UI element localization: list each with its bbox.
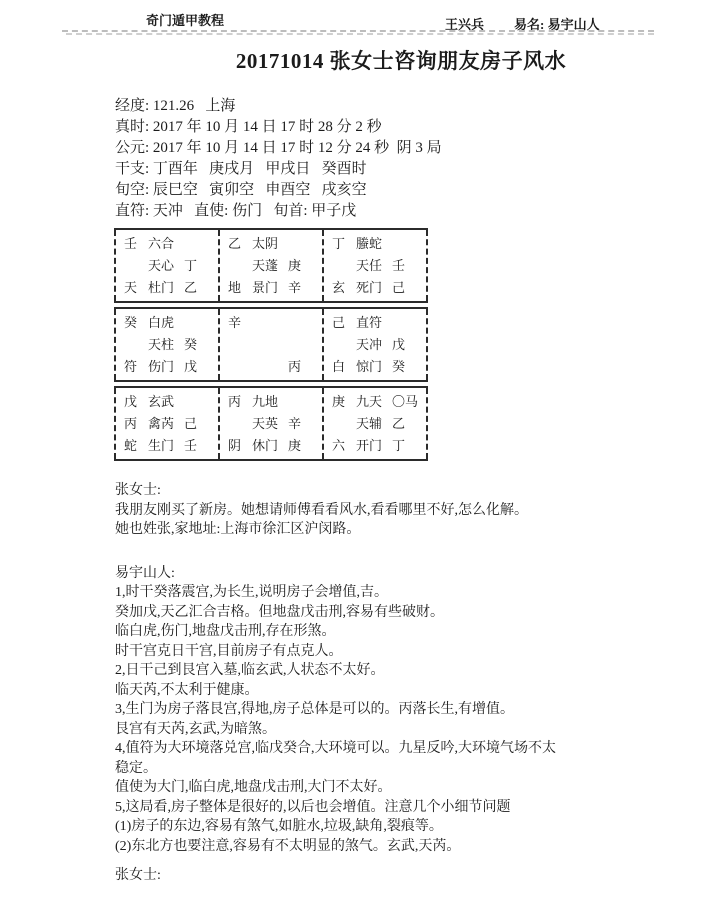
analysis-line: (1)房子的东边,容易有煞气,如脏水,垃圾,缺角,裂痕等。 — [115, 819, 443, 834]
god-name: 太阴 — [252, 236, 279, 251]
cell-corner-mark: 六 — [332, 438, 346, 453]
qimen-grid-row-bottom — [114, 386, 428, 461]
star-name: 天辅 — [356, 416, 383, 431]
analysis-line: 值使为大门,临白虎,地盘戊击刑,大门不太好。 — [115, 780, 392, 795]
qimen-cell-qian — [322, 388, 428, 459]
door-name — [252, 356, 288, 378]
star-stem: 壬 — [392, 258, 406, 273]
analysis-line: 4,值符为大环境落兑宫,临戊癸合,大环境可以。九星反吟,大环境气场不太 — [115, 741, 556, 756]
star-stem — [288, 334, 320, 356]
analysis-line: 艮宫有天芮,玄武,为暗煞。 — [115, 721, 276, 737]
qimen-cell-kan — [218, 388, 322, 459]
master-label: 易宇山人: — [115, 565, 175, 581]
cell-stem-top: 癸 — [124, 315, 138, 330]
analysis-line: 2,日干己到艮宫入墓,临玄武,人状态不太好。 — [115, 663, 385, 678]
cell-stem-top: 乙 — [228, 236, 242, 251]
cell-stem-top: 丁 — [332, 236, 346, 251]
cell-corner-mark: 白 — [332, 359, 346, 374]
door-stem: 庚 — [288, 438, 302, 453]
door-name: 死门 — [356, 280, 383, 295]
cell-extra — [288, 312, 320, 334]
analysis-line: 1,时干癸落震宫,为长生,说明房子会增值,吉。 — [115, 585, 388, 600]
cell-corner-mark: 蛇 — [124, 438, 138, 453]
client-line: 我朋友刚买了新房。她想请师傅看看风水,看看哪里不好,怎么化解。 — [115, 502, 528, 518]
cell-extra — [288, 391, 320, 413]
analysis-line: 临天芮,不太利于健康。 — [115, 682, 259, 698]
cell-left-mid — [228, 413, 252, 435]
analysis-line: 稳定。 — [115, 760, 157, 776]
cell-extra — [184, 391, 216, 413]
info-line-zhifu: 直符: 天冲 直使: 伤门 旬首: 甲子戊 — [115, 203, 357, 219]
qimen-grid-row-top — [114, 228, 428, 303]
analysis-line: 癸加戊,天乙汇合吉格。但地盘戊击刑,容易有些破财。 — [115, 604, 444, 620]
page-title: 20171014 张女士咨询朋友房子风水 — [235, 49, 567, 73]
info-line-ganzhi: 干支: 丁酉年 庚戌月 甲戌日 癸酉时 — [115, 161, 367, 177]
consultation-text — [115, 481, 706, 886]
star-stem: 乙 — [392, 416, 406, 431]
star-stem: 癸 — [184, 337, 198, 352]
door-name: 生门 — [148, 438, 175, 453]
door-stem: 壬 — [184, 438, 198, 453]
analysis-line: (2)东北方也要注意,容易有不太明显的煞气。玄武,天芮。 — [115, 838, 461, 854]
cell-left-mid — [124, 334, 148, 356]
cell-left-mid — [332, 334, 356, 356]
star-name: 天心 — [148, 258, 175, 273]
star-stem: 庚 — [288, 258, 302, 273]
header-wavy-underline — [62, 30, 654, 35]
cell-left-mid: 丙 — [124, 416, 138, 431]
god-name: 直符 — [356, 315, 383, 330]
door-stem: 乙 — [184, 280, 198, 295]
cell-corner-mark: 天 — [124, 280, 138, 295]
star-name: 天柱 — [148, 337, 175, 352]
door-stem: 辛 — [288, 280, 302, 295]
qimen-cell-zhen — [114, 309, 218, 380]
door-name: 开门 — [356, 438, 383, 453]
god-name: 白虎 — [148, 315, 175, 330]
analysis-line: 5,这局看,房子整体是很好的,以后也会增值。注意几个小细节问题 — [115, 799, 511, 815]
cell-left-mid — [228, 255, 252, 277]
door-stem: 丁 — [392, 438, 406, 453]
cell-left-mid — [332, 413, 356, 435]
god-name: 九地 — [252, 394, 279, 409]
info-line-gregorian: 公元: 2017 年 10 月 14 日 17 时 12 分 24 秒 阴 3 局 — [115, 140, 442, 156]
cell-left-mid — [124, 255, 148, 277]
cell-corner-mark: 玄 — [332, 280, 346, 295]
door-name: 杜门 — [148, 280, 175, 295]
cell-stem-top: 戊 — [124, 394, 138, 409]
client-line: 她也姓张,家地址:上海市徐汇区沪闵路。 — [115, 522, 361, 537]
door-name: 景门 — [252, 280, 279, 295]
client-label: 张女士: — [115, 483, 161, 498]
header-course-title: 奇门遁甲教程 — [146, 13, 225, 28]
analysis-line: 时干宫克日干宫,目前房子有点克人。 — [115, 643, 343, 659]
cell-extra — [392, 233, 424, 255]
door-stem: 己 — [392, 280, 406, 295]
cell-corner-mark — [228, 356, 252, 378]
info-line-true-time: 真时: 2017 年 10 月 14 日 17 时 28 分 2 秒 — [115, 119, 382, 135]
star-name: 禽芮 — [148, 416, 175, 431]
star-stem: 己 — [184, 416, 198, 431]
star-name: 天冲 — [356, 337, 383, 352]
qimen-cell-kun — [322, 230, 428, 301]
qimen-cell-gen — [114, 388, 218, 459]
cell-stem-top: 丙 — [228, 394, 242, 409]
cell-left-mid — [228, 334, 252, 356]
qimen-cell-center — [218, 309, 322, 380]
cell-corner-mark: 阴 — [228, 438, 242, 453]
qimen-cell-xun — [114, 230, 218, 301]
star-name: 天蓬 — [252, 258, 279, 273]
door-stem: 戊 — [184, 359, 198, 374]
author-name: 王兴兵 — [445, 17, 485, 32]
god-name — [252, 312, 288, 334]
star-name: 天任 — [356, 258, 383, 273]
analysis-line: 3,生门为房子落艮宫,得地,房子总体是可以的。丙落长生,有增值。 — [115, 702, 514, 717]
door-name: 休门 — [252, 438, 279, 453]
god-name: 玄武 — [148, 394, 175, 409]
qimen-cell-li — [218, 230, 322, 301]
cell-corner-mark: 地 — [228, 280, 242, 295]
author-alias: 易名: 易宇山人 — [514, 17, 600, 32]
star-stem: 戊 — [392, 337, 406, 352]
info-line-xunkong: 旬空: 辰巳空 寅卯空 申酉空 戌亥空 — [115, 182, 367, 198]
cell-corner-mark: 符 — [124, 359, 138, 374]
god-name: 六合 — [148, 236, 175, 251]
star-stem: 辛 — [288, 416, 302, 431]
closing-client-label: 张女士: — [115, 868, 161, 883]
door-stem: 癸 — [392, 359, 406, 374]
cell-extra — [392, 312, 424, 334]
door-name: 惊门 — [356, 359, 383, 374]
cell-extra — [184, 233, 216, 255]
qimen-grid-row-middle — [114, 307, 428, 382]
cell-stem-top: 壬 — [124, 236, 138, 251]
god-name: 螣蛇 — [356, 236, 383, 251]
star-name — [252, 334, 288, 356]
qimen-grid — [114, 228, 428, 461]
star-stem: 丁 — [184, 258, 198, 273]
cell-extra — [184, 312, 216, 334]
qimen-cell-dui — [322, 309, 428, 380]
info-line-longitude: 经度: 121.26 上海 — [115, 98, 236, 114]
door-name: 伤门 — [148, 359, 175, 374]
cell-extra — [288, 233, 320, 255]
cell-stem-top: 辛 — [228, 315, 242, 330]
cell-left-mid — [332, 255, 356, 277]
cell-extra: 〇马 — [392, 394, 419, 409]
door-stem: 丙 — [288, 359, 302, 374]
cell-stem-top: 己 — [332, 315, 346, 330]
cell-stem-top: 庚 — [332, 394, 346, 409]
analysis-line: 临白虎,伤门,地盘戊击刑,存在形煞。 — [115, 624, 336, 639]
god-name: 九天 — [356, 394, 383, 409]
chart-info-block — [115, 96, 706, 222]
star-name: 天英 — [252, 416, 279, 431]
